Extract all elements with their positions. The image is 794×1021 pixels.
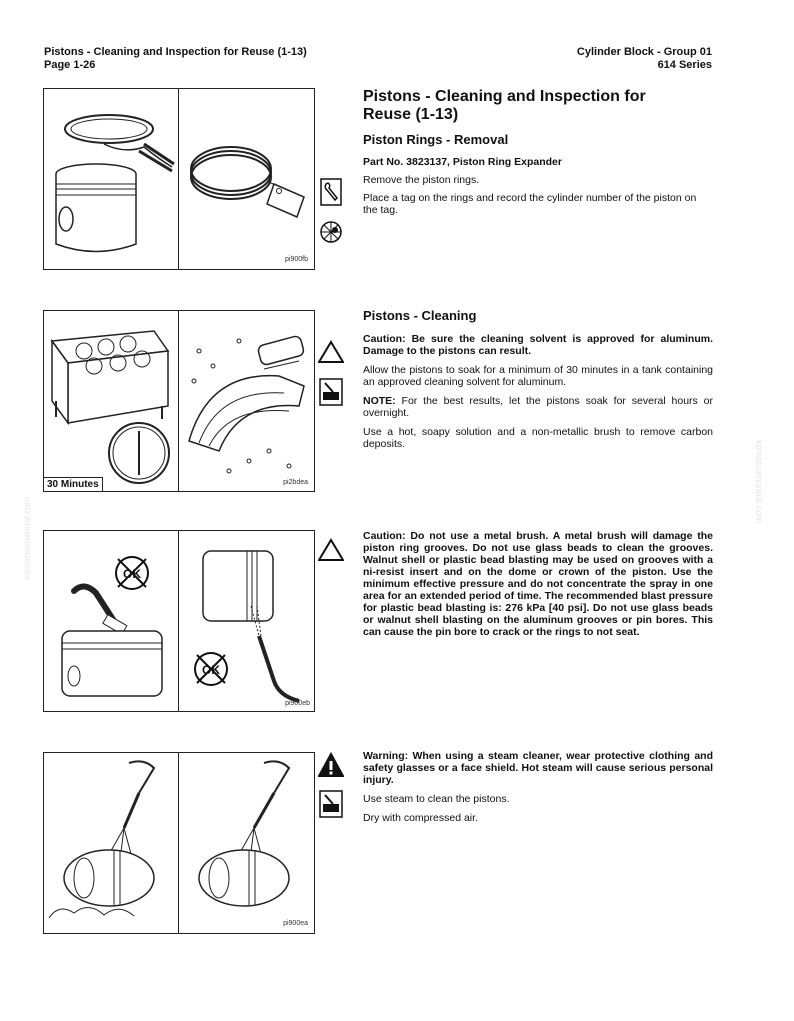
section2-para2: Use a hot, soapy solution and a non-metallic brush to remove carbon deposits. — [363, 426, 713, 450]
watermark-left: komatsumanual.com — [22, 496, 32, 580]
section2-note — [363, 395, 713, 419]
illustration-brush-piston — [179, 311, 313, 491]
cleaning-tank-icon — [319, 378, 343, 406]
illustration-steam-piston-2 — [179, 753, 313, 933]
figure-groove-cleaning — [43, 530, 315, 712]
cleaning-tank-icon — [319, 790, 343, 818]
figure-pistons-cleaning — [43, 310, 315, 492]
header-group: Cylinder Block - Group 01 — [576, 46, 712, 58]
section2-para1: Allow the pistons to soak for a minimum of 30 minutes in a tank containing an approved cleaning solvent for aluminum. — [363, 364, 713, 388]
section2-subtitle: Pistons - Cleaning — [363, 308, 477, 323]
section1-subtitle: Piston Rings - Removal — [363, 132, 509, 147]
section1-para2: Place a tag on the rings and record the cylinder number of the piston on the tag. — [363, 192, 697, 216]
section4-warning: Warning: When using a steam cleaner, wear protective clothing and safety glasses or a face shield. Hot steam will cause serious personal injury. — [363, 750, 713, 786]
figure-code: pi900fb — [285, 256, 308, 263]
warning-icon — [318, 752, 344, 778]
illustration-ring-expander — [44, 89, 178, 269]
header-title: Pistons - Cleaning and Inspection for Reuse (1-13) — [44, 46, 307, 58]
section3-caution: Caution: Do not use a metal brush. A metal brush will damage the piston ring grooves. Do not use glass beads to clean the grooves. Walnut shell or plastic bead blasting may be used on grooves with a ni-resist insert and on the dome or crown of the piston. Use the minimum effective pressure and do not concentrate the spray in one area for an extended period of time. The recommended blast pressure for plastic bead blasting is: 276 kPa [40 psi]. Do not use glass beads or walnut shell blasting on the aluminum grooves or pin bores. This can cause the pin bore to crack or the rings to not seat. — [363, 530, 713, 638]
caution-icon — [318, 340, 344, 364]
ok-mark: OK — [202, 663, 220, 677]
watermark-right: komatsumanual.com — [754, 440, 764, 524]
illustration-soak-tank — [44, 311, 178, 491]
illustration-rings-with-tag — [179, 89, 313, 269]
section2-caution: Caution: Be sure the cleaning solvent is approved for aluminum. Damage to the pistons can result. — [363, 333, 713, 357]
section1-part-number: Part No. 3823137, Piston Ring Expander — [363, 156, 562, 168]
illustration-steam-piston-1 — [44, 753, 178, 933]
figure-code: pi2bdea — [283, 479, 308, 486]
header-left — [44, 46, 364, 72]
figure-code: pi900eb — [285, 700, 310, 707]
figure-piston-ring-removal — [43, 88, 315, 270]
section2-text — [363, 308, 713, 450]
note-label: NOTE: — [363, 395, 396, 407]
illustration-bead-blasting — [179, 531, 313, 711]
header-series: 614 Series — [657, 59, 712, 71]
section1-title: Pistons - Cleaning and Inspection for Reuse (1-13) — [363, 88, 646, 123]
figure-code: pi900ea — [283, 920, 308, 927]
figure-label-30-minutes: 30 Minutes — [44, 477, 103, 491]
header-right — [480, 46, 712, 72]
section4-para2: Dry with compressed air. — [363, 812, 478, 824]
note-text: For the best results, let the pistons soak for several hours or overnight. — [363, 395, 713, 419]
inspect-icon — [319, 220, 343, 244]
figure-steam-cleaning — [43, 752, 315, 934]
caution-icon — [318, 538, 344, 562]
header-page-number: Page 1-26 — [44, 59, 96, 71]
section4-para1: Use steam to clean the pistons. — [363, 793, 510, 805]
section1-para1: Remove the piston rings. — [363, 174, 480, 186]
ok-mark: OK — [123, 567, 141, 581]
section4-text — [363, 750, 713, 824]
wrench-icon — [320, 178, 342, 206]
section1-text — [363, 88, 713, 216]
illustration-metal-brush — [44, 531, 178, 711]
